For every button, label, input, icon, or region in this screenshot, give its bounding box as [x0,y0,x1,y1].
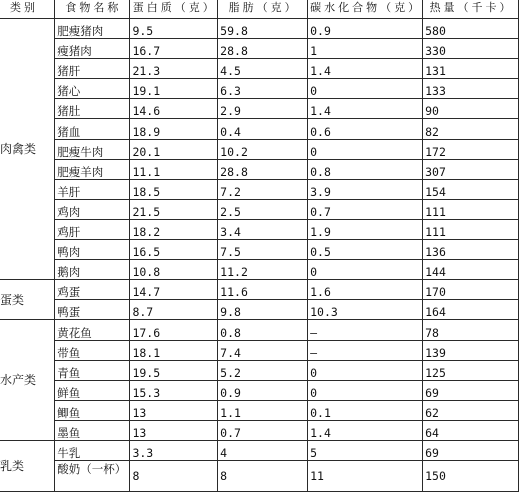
protein-cell: 18.1 [130,340,218,360]
carbs-cell: 0 [308,380,423,400]
fat-cell: 4 [218,440,308,460]
carbs-cell: 5 [308,440,423,460]
protein-cell: 21.5 [130,199,218,219]
fat-cell: 59.8 [218,19,308,39]
food-name-cell: 猪肝 [55,59,130,79]
food-name-cell: 青鱼 [55,360,130,380]
carbs-cell: 1.4 [308,420,423,440]
table-row [0,320,519,340]
food-name-cell: 瘦猪肉 [55,39,130,59]
food-name-cell: 猪心 [55,79,130,99]
food-name-cell: 鲫鱼 [55,400,130,420]
table-row [0,420,519,440]
food-name-cell: 鲜鱼 [55,380,130,400]
table-row [0,400,519,420]
food-name-cell: 酸奶（一杯） [55,461,130,492]
carbs-cell: 0 [308,260,423,280]
calories-cell: 62 [423,400,519,420]
protein-cell: 14.6 [130,99,218,119]
fat-cell: 7.5 [218,240,308,260]
protein-cell: 15.3 [130,380,218,400]
fat-cell: 7.4 [218,340,308,360]
calories-cell: 139 [423,340,519,360]
category-cell: 肉禽类 [0,19,55,280]
header-protein: 蛋白质（克） [130,0,218,19]
carbs-cell: 0 [308,79,423,99]
calories-cell: 580 [423,19,519,39]
protein-cell: 13 [130,420,218,440]
food-name-cell: 鸡肉 [55,199,130,219]
fat-cell: 3.4 [218,219,308,239]
carbs-cell: 0 [308,139,423,159]
table-row [0,280,519,300]
food-name-cell: 鸭肉 [55,240,130,260]
fat-cell: 6.3 [218,79,308,99]
protein-cell: 16.7 [130,39,218,59]
protein-cell: 20.1 [130,139,218,159]
table-row [0,461,519,492]
fat-cell: 10.2 [218,139,308,159]
fat-cell: 11.2 [218,260,308,280]
calories-cell: 136 [423,240,519,260]
carbs-cell: 0.7 [308,199,423,219]
calories-cell: 69 [423,440,519,460]
table-row [0,300,519,320]
fat-cell: 5.2 [218,360,308,380]
table-row [0,260,519,280]
table-row [0,119,519,139]
carbs-cell: 11 [308,461,423,492]
fat-cell: 2.9 [218,99,308,119]
calories-cell: 164 [423,300,519,320]
table-row [0,39,519,59]
fat-cell: 1.1 [218,400,308,420]
carbs-cell: 0.9 [308,19,423,39]
carbs-cell: 0.6 [308,119,423,139]
protein-cell: 18.9 [130,119,218,139]
calories-cell: 150 [423,461,519,492]
food-name-cell: 墨鱼 [55,420,130,440]
table-row [0,199,519,219]
protein-cell: 8.7 [130,300,218,320]
fat-cell: 0.7 [218,420,308,440]
carbs-cell: 0 [308,360,423,380]
protein-cell: 3.3 [130,440,218,460]
protein-cell: 9.5 [130,19,218,39]
food-name-cell: 鸡蛋 [55,280,130,300]
category-cell: 乳类 [0,440,55,491]
calories-cell: 69 [423,380,519,400]
table-row [0,440,519,460]
food-name-cell: 黄花鱼 [55,320,130,340]
calories-cell: 111 [423,199,519,219]
protein-cell: 19.1 [130,79,218,99]
fat-cell: 0.8 [218,320,308,340]
food-name-cell: 鸭蛋 [55,300,130,320]
table-row [0,19,519,39]
table-row [0,240,519,260]
carbs-cell: 1.4 [308,59,423,79]
fat-cell: 0.4 [218,119,308,139]
food-name-cell: 肥瘦牛肉 [55,139,130,159]
carbs-cell: 1.9 [308,219,423,239]
calories-cell: 330 [423,39,519,59]
calories-cell: 144 [423,260,519,280]
carbs-cell: 1 [308,39,423,59]
protein-cell: 10.8 [130,260,218,280]
protein-cell: 18.5 [130,179,218,199]
fat-cell: 0.9 [218,380,308,400]
table-row [0,219,519,239]
protein-cell: 16.5 [130,240,218,260]
food-name-cell: 鸡肝 [55,219,130,239]
carbs-cell: 10.3 [308,300,423,320]
calories-cell: 78 [423,320,519,340]
header-food-name: 食物名称 [55,0,130,19]
category-cell: 蛋类 [0,280,55,320]
food-name-cell: 肥瘦猪肉 [55,19,130,39]
table-row [0,380,519,400]
calories-cell: 125 [423,360,519,380]
calories-cell: 154 [423,179,519,199]
protein-cell: 21.3 [130,59,218,79]
carbs-cell: 0.1 [308,400,423,420]
table-row [0,139,519,159]
fat-cell: 4.5 [218,59,308,79]
table-row [0,99,519,119]
calories-cell: 172 [423,139,519,159]
food-name-cell: 牛乳 [55,440,130,460]
fat-cell: 28.8 [218,159,308,179]
protein-cell: 11.1 [130,159,218,179]
table-row [0,340,519,360]
calories-cell: 133 [423,79,519,99]
carbs-cell: 1.4 [308,99,423,119]
food-name-cell: 羊肝 [55,179,130,199]
header-row [0,0,519,19]
protein-cell: 18.2 [130,219,218,239]
food-name-cell: 猪血 [55,119,130,139]
carbs-cell: 0.8 [308,159,423,179]
food-name-cell: 鹅肉 [55,260,130,280]
carbs-cell: – [308,320,423,340]
protein-cell: 13 [130,400,218,420]
header-carbs: 碳水化合物（克） [308,0,423,19]
fat-cell: 11.6 [218,280,308,300]
fat-cell: 9.8 [218,300,308,320]
carbs-cell: – [308,340,423,360]
food-name-cell: 肥瘦羊肉 [55,159,130,179]
carbs-cell: 0.5 [308,240,423,260]
food-name-cell: 带鱼 [55,340,130,360]
protein-cell: 17.6 [130,320,218,340]
table-row [0,159,519,179]
header-fat: 脂肪（克） [218,0,308,19]
fat-cell: 8 [218,461,308,492]
food-name-cell: 猪肚 [55,99,130,119]
calories-cell: 111 [423,219,519,239]
protein-cell: 14.7 [130,280,218,300]
table-row [0,179,519,199]
category-cell: 水产类 [0,320,55,441]
protein-cell: 8 [130,461,218,492]
calories-cell: 82 [423,119,519,139]
table-row [0,79,519,99]
carbs-cell: 1.6 [308,280,423,300]
header-calories: 热量（千卡） [423,0,519,19]
calories-cell: 170 [423,280,519,300]
calories-cell: 307 [423,159,519,179]
header-category: 类别 [0,0,55,19]
calories-cell: 90 [423,99,519,119]
table-row [0,59,519,79]
fat-cell: 7.2 [218,179,308,199]
fat-cell: 2.5 [218,199,308,219]
fat-cell: 28.8 [218,39,308,59]
protein-cell: 19.5 [130,360,218,380]
carbs-cell: 3.9 [308,179,423,199]
table-row [0,360,519,380]
calories-cell: 64 [423,420,519,440]
calories-cell: 131 [423,59,519,79]
